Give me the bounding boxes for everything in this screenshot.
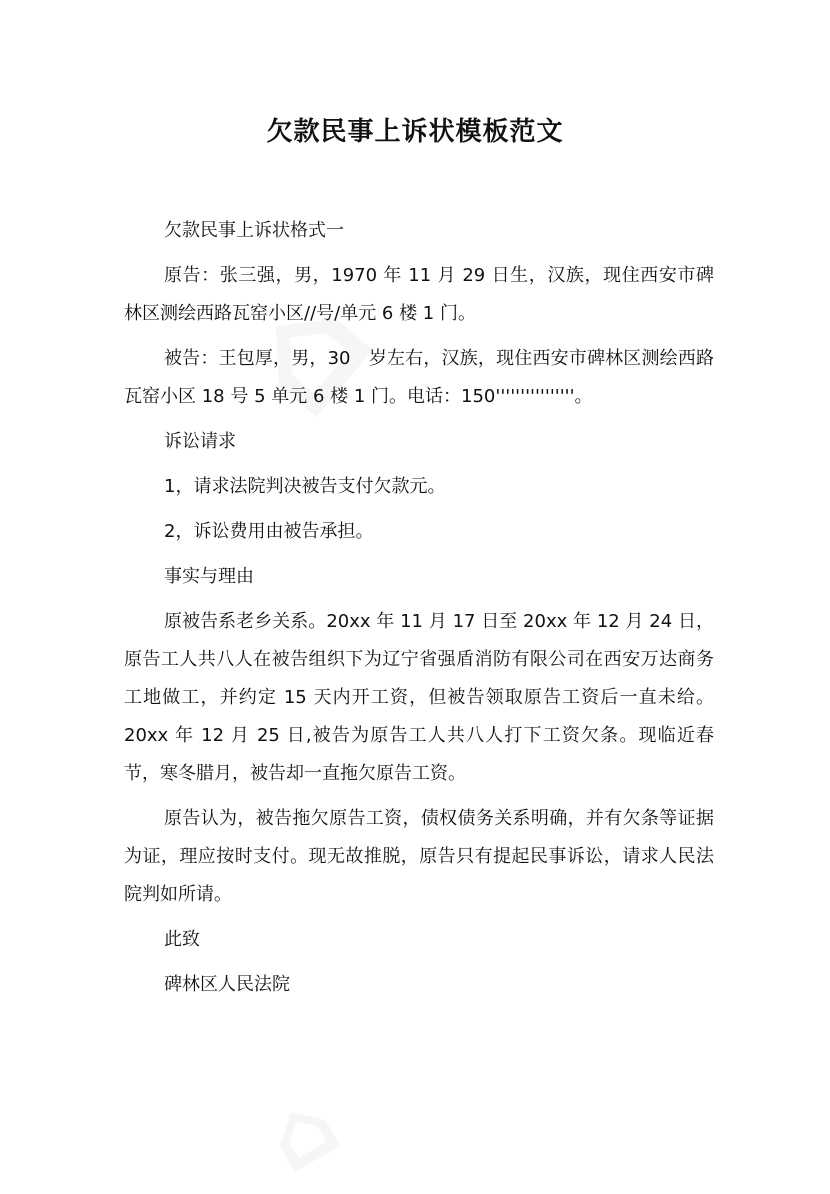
section-heading-format: 欠款民事上诉状格式一 bbox=[164, 220, 344, 241]
closing-salutation: 此致 bbox=[164, 929, 200, 950]
claim-item-2: 2，诉讼费用由被告承担。 bbox=[164, 521, 374, 542]
reasoning-paragraph: 原告认为，被告拖欠原告工资，债权债务关系明确，并有欠条等证据为证，理应按时支付。现无故推脱，原告只有提起民事诉讼，请求人民法院判如所请。 bbox=[124, 808, 714, 905]
defendant-info: 被告：王包厚，男，30 岁左右，汉族，现住西安市碑林区测绘西路瓦窑小区 18 号 5 单元 6 楼 1 门。电话：150''''''''''''''''。 bbox=[124, 348, 714, 407]
facts-paragraph: 原被告系老乡关系。20xx 年 11 月 17 日至 20xx 年 12 月 24 日，原告工人共八人在被告组织下为辽宁省强盾消防有限公司在西安万达商务工地做工，并约定 15 天内开工资，但被告领取原告工资后一直未给。20xx 年 12 月 25 日,被告为原告工人共八人打下工资欠条。现临近春节，寒冬腊月，被告却一直拖欠原告工资。 bbox=[124, 611, 714, 784]
document-body bbox=[124, 212, 714, 1011]
document-title: 欠款民事上诉状模板范文 bbox=[266, 117, 564, 147]
court-name: 碑林区人民法院 bbox=[164, 974, 290, 995]
plaintiff-info: 原告：张三强，男，1970 年 11 月 29 日生，汉族，现住西安市碑林区测绘西路瓦窑小区//号/单元 6 楼 1 门。 bbox=[124, 265, 714, 324]
watermark-bottom bbox=[248, 1071, 356, 1194]
section-heading-facts: 事实与理由 bbox=[164, 566, 254, 587]
claim-item-1: 1，请求法院判决被告支付欠款元。 bbox=[164, 476, 446, 497]
section-heading-claims: 诉讼请求 bbox=[164, 431, 236, 452]
